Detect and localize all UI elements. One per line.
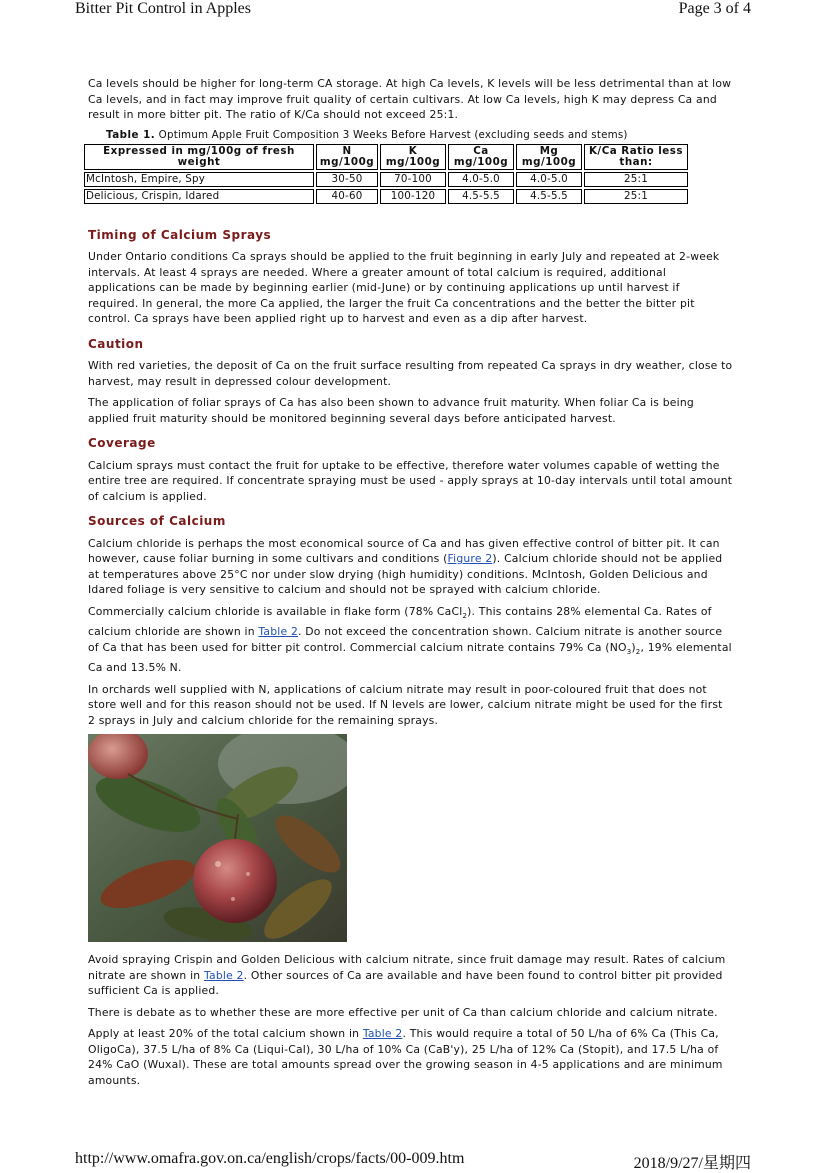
table-cell: Delicious, Crispin, Idared — [84, 189, 314, 204]
caution-paragraph-1: With red varieties, the deposit of Ca on the fruit surface resulting from repeated Ca sprays in dry weather, close to harvest, may result in depressed colour development. — [88, 359, 733, 388]
text-run: , 19% elemental Ca and 13.5% N. — [88, 640, 732, 675]
table1-caption — [106, 129, 733, 142]
table-cell: 4.5-5.5 — [516, 189, 582, 204]
subscript: 2 — [635, 647, 641, 656]
sources-paragraph-1 — [88, 536, 733, 598]
table-cell: McIntosh, Empire, Spy — [84, 172, 314, 187]
table1-header-cell: Ca mg/100g — [448, 144, 514, 170]
sources-paragraph-4 — [88, 952, 733, 999]
apple-photo — [88, 734, 347, 942]
text-run: Apply at least 20% of the total calcium shown in — [88, 1027, 363, 1041]
text-run: . Do not exceed the concentration shown. Calcium nitrate is another source of Ca that has been used for bitter pit control. Commercial calcium nitrate contains 79% Ca (NO — [88, 625, 723, 654]
text-run: ) — [631, 640, 636, 654]
table-cell: 30-50 — [316, 172, 378, 187]
sources-paragraph-6 — [88, 1026, 733, 1088]
sources-paragraph-2 — [88, 604, 733, 676]
table-cell: 70-100 — [380, 172, 446, 187]
table1-header-cell: Expressed in mg/100g of fresh weight — [84, 144, 314, 170]
footer-date: 2018/9/27/星期四 — [633, 1155, 751, 1172]
subscript: 3 — [626, 647, 632, 656]
table1-header-cell: Mg mg/100g — [516, 144, 582, 170]
section-heading-timing: Timing of Calcium Sprays — [88, 227, 272, 242]
table-row — [84, 172, 688, 187]
table1-header-row — [84, 144, 688, 170]
main-content — [88, 76, 733, 1094]
text-run: ). This contains 28% elemental Ca. Rates of calcium chloride are shown in — [88, 604, 712, 639]
sources-paragraph-5: There is debate as to whether these are more effective per unit of Ca than calcium chloride and calcium nitrate. — [88, 1005, 718, 1019]
text-run: . Other sources of Ca are available and have been found to control bitter pit provided sufficient Ca is applied. — [88, 968, 723, 998]
caution-paragraph-2: The application of foliar sprays of Ca has also been shown to advance fruit maturity. When foliar Ca is being applied fruit maturity should be monitored beginning several days before anticipated harvest. — [88, 396, 694, 425]
table1-header-cell: K/Ca Ratio less than: — [584, 144, 688, 170]
text-run: Calcium chloride is perhaps the most economical source of Ca and has given effective control of bitter pit. It can however, cause foliar burning in some cultivars and conditions ( — [88, 536, 720, 565]
table-cell: 4.0-5.0 — [448, 172, 514, 187]
subscript: 2 — [462, 611, 468, 620]
document-title: Bitter Pit Control in Apples — [75, 0, 252, 17]
table-cell: 4.5-5.5 — [448, 189, 514, 204]
table-cell: 25:1 — [584, 172, 688, 187]
timing-paragraph: Under Ontario conditions Ca sprays should be applied to the fruit beginning in early July and repeated at 2-week intervals. At least 4 sprays are needed. Where a greater amount of total calcium is required, additional applications can be made by beginning earlier (mid-June) or by continuing applications up until harvest if required. In general, the more Ca applied, the larger the fruit Ca concentrations and the better the bitter pit control. Ca sprays have been applied right up to harvest and even as a dip after harvest. — [88, 250, 720, 325]
table-cell: 100-120 — [380, 189, 446, 204]
footer-url: http://www.omafra.gov.on.ca/english/crops/facts/00-009.htm — [75, 1150, 465, 1167]
section-heading-coverage: Coverage — [88, 436, 156, 450]
table1-caption-text: Optimum Apple Fruit Composition 3 Weeks Before Harvest (excluding seeds and stems) — [155, 128, 628, 141]
table1-header-cell: N mg/100g — [316, 144, 378, 170]
sources-paragraph-3: In orchards well supplied with N, applications of calcium nitrate may result in poor-coloured fruit that does not store well and for this reason should not be used. If N levels are lower, calcium nitrate might be used for the first 2 sprays in July and calcium chloride for the remaining sprays. — [88, 682, 723, 727]
figure-2-link[interactable]: Figure 2 — [447, 552, 493, 565]
text-run: Avoid spraying Crispin and Golden Delicious with calcium nitrate, since fruit damage may result. Rates of calcium nitrate are shown in — [88, 953, 726, 982]
section-heading-caution: Caution — [88, 336, 144, 351]
page-number: Page 3 of 4 — [678, 0, 751, 17]
text-run: . This would require a total of 50 L/ha of 6% Ca (This Ca, OligoCa), 37.5 L/ha of 8% Ca (Liqui-Cal), 30 L/ha of 10% Ca (CaB'y), 25 L/ha of 12% Ca (Stopit), and 17.5 L/ha of 24% CaO (Wuxal). These are total amounts spread over the growing season in 4-5 applications and are minimum amounts. — [88, 1027, 723, 1087]
table-2-link[interactable]: Table 2 — [204, 968, 244, 982]
table1-header-cell: K mg/100g — [380, 144, 446, 170]
intro-paragraph: Ca levels should be higher for long-term CA storage. At high Ca levels, K levels will be less detrimental than at low Ca levels, and in fact may improve fruit quality of certain cultivars. At low Ca levels, high K may depress Ca and result in more bitter pit. The ratio of K/Ca should not exceed 25:1. — [88, 77, 732, 121]
table-cell: 40-60 — [316, 189, 378, 204]
text-run: Commercially calcium chloride is available in flake form (78% CaCl — [88, 604, 463, 618]
table-2-link[interactable]: Table 2 — [362, 1027, 403, 1041]
table1-caption-label: Table 1. — [106, 128, 156, 141]
table-cell: 4.0-5.0 — [516, 172, 582, 187]
table-2-link[interactable]: Table 2 — [258, 625, 299, 639]
table1 — [82, 142, 690, 206]
coverage-paragraph: Calcium sprays must contact the fruit for uptake to be effective, therefore water volumes capable of wetting the entire tree are required. If concentrate spraying must be used - apply sprays at 10-day intervals until total amount of calcium is applied. — [88, 458, 733, 503]
section-heading-sources: Sources of Calcium — [88, 514, 226, 528]
table-cell: 25:1 — [584, 189, 688, 204]
text-run: ). Calcium chloride should not be applied at temperatures above 25°C nor under slow drying (high humidity) conditions. McIntosh, Golden Delicious and Idared foliage is very sensitive to calcium and should not be sprayed with calcium chloride. — [88, 552, 723, 596]
page-header — [0, 0, 827, 22]
page-footer — [0, 1150, 827, 1170]
table-row — [84, 189, 688, 204]
